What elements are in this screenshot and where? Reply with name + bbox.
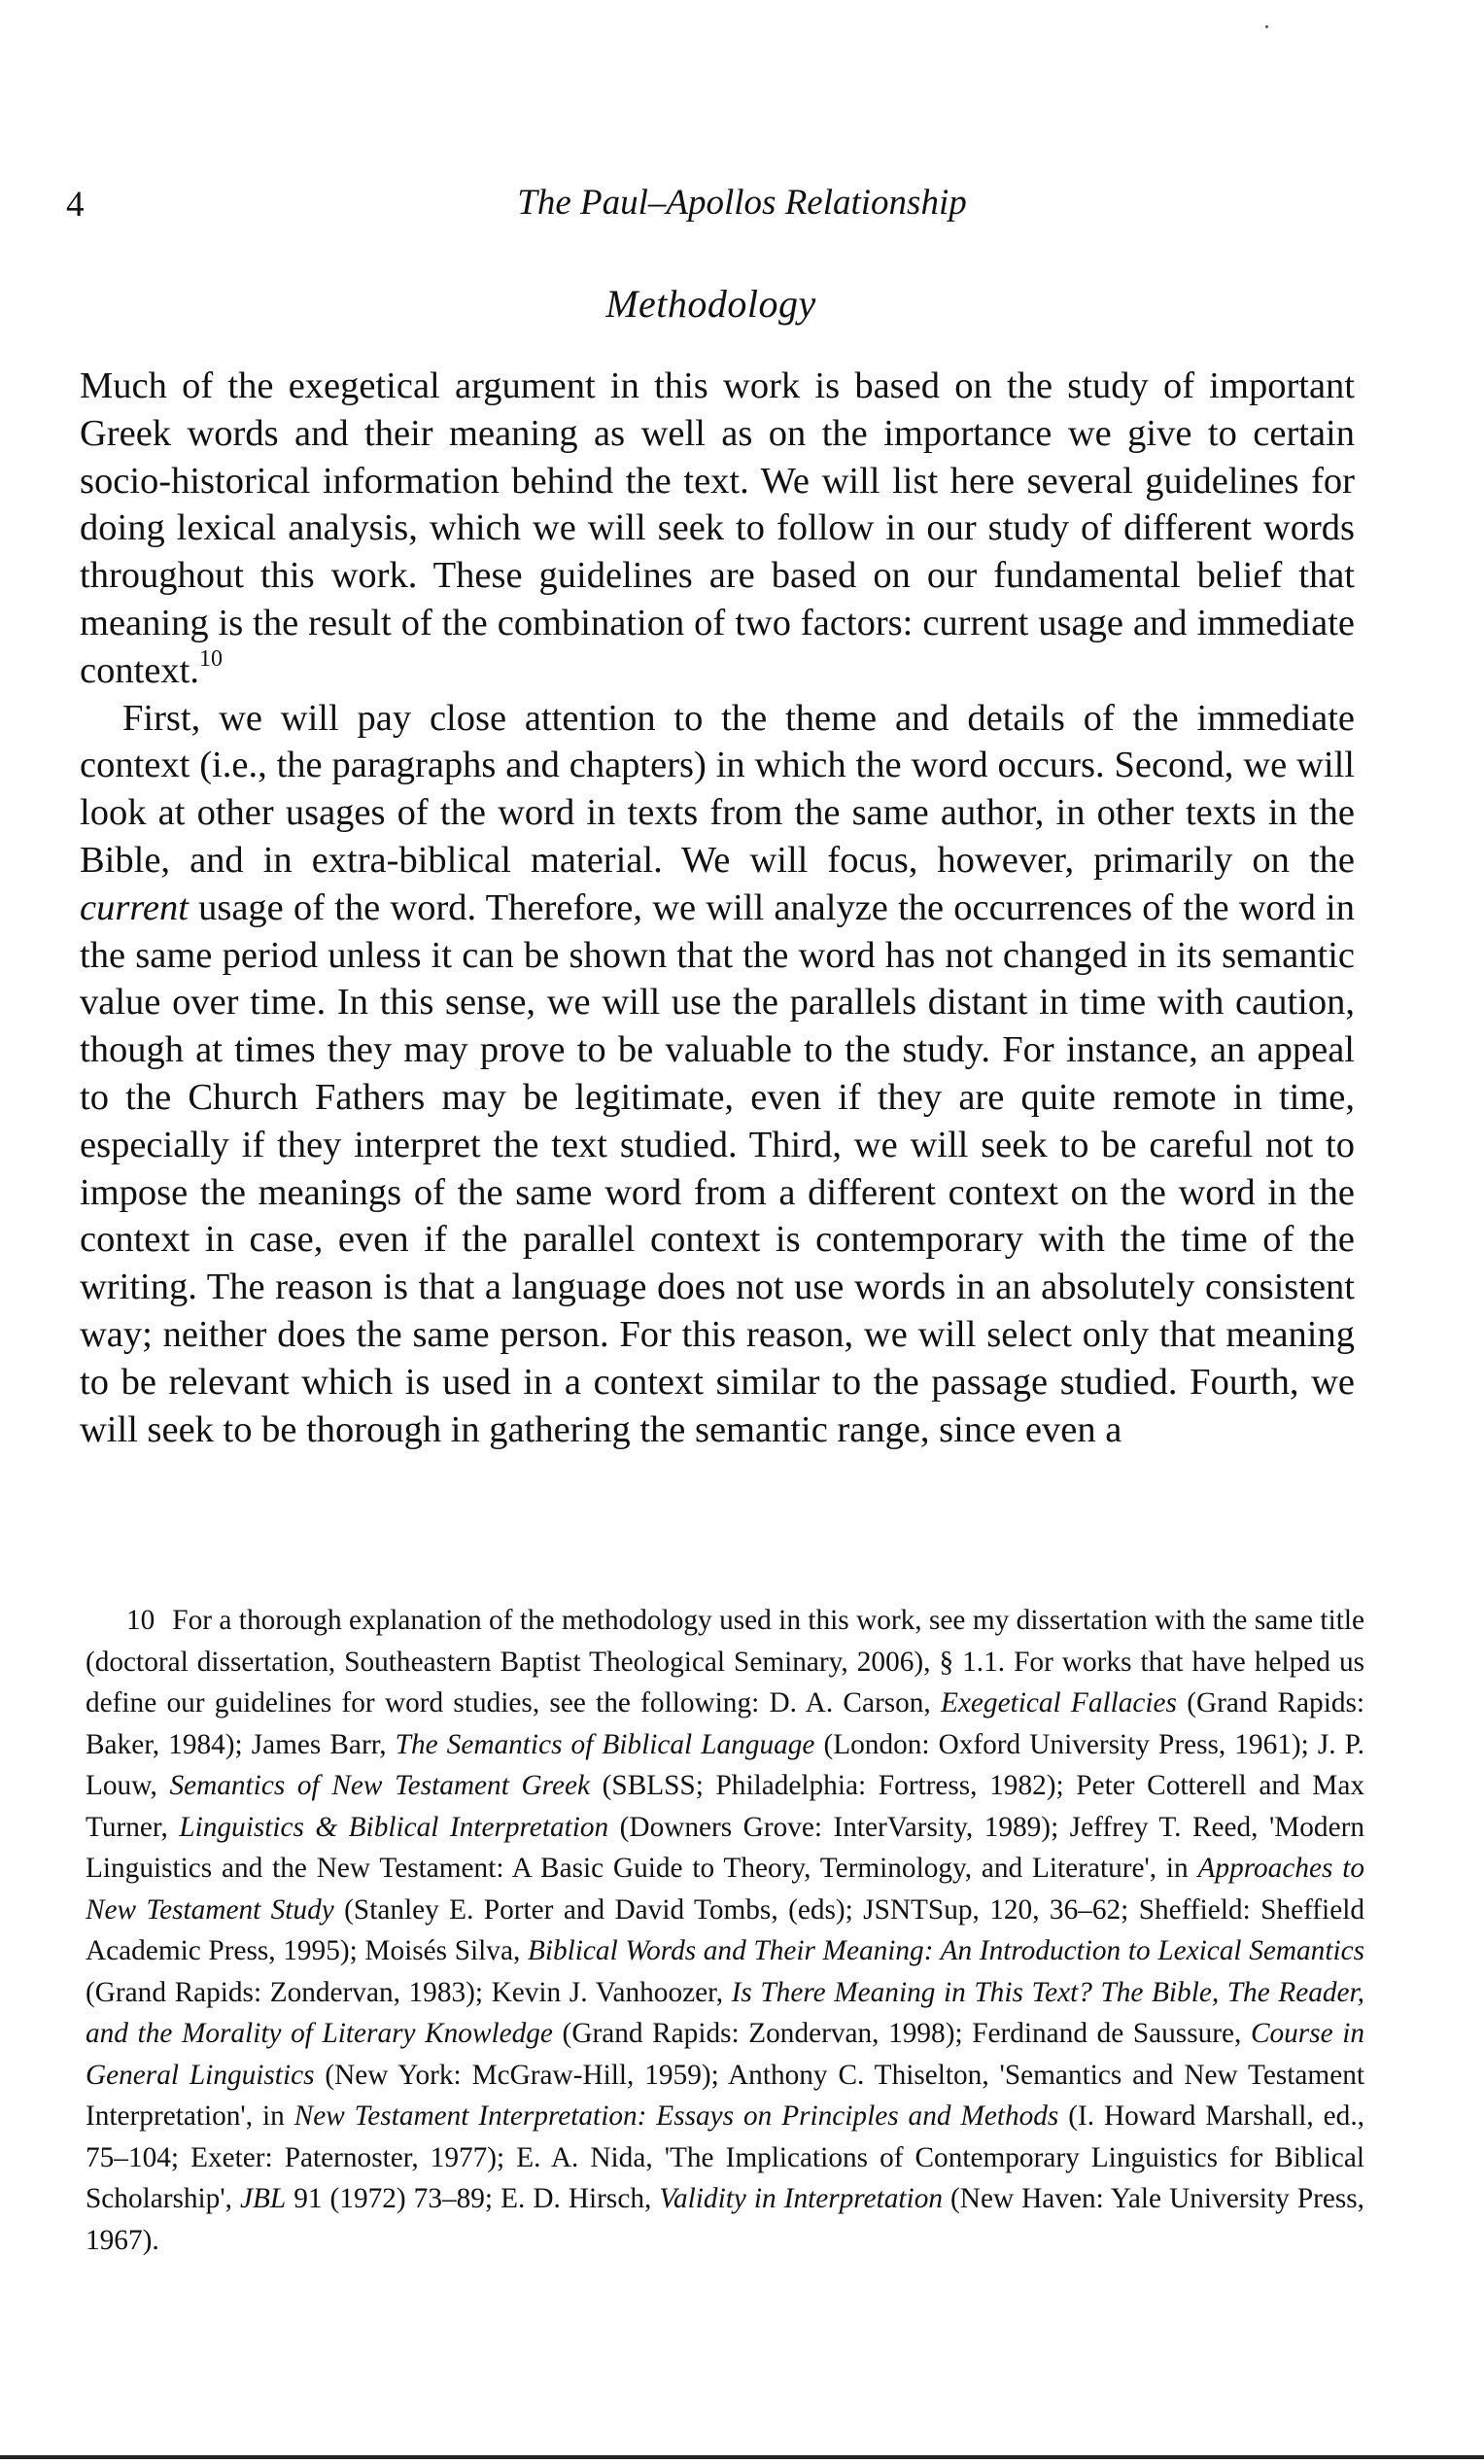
page-bottom-edge bbox=[0, 2455, 1484, 2459]
footnote-10 bbox=[86, 1600, 1364, 2261]
footnote-reference[interactable]: 10 bbox=[198, 645, 223, 672]
footnote-text: (Grand Rapids: Zondervan, 1983); Kevin J. Vanhoozer, bbox=[86, 1976, 732, 2008]
footnote-text: (SBLSS; Philadelphia: Fortress, 1982); Peter Cotterell and Max Turner, bbox=[86, 1770, 1364, 1843]
cited-title: Approaches to New Testament Study bbox=[86, 1853, 1364, 1926]
footnote-text: (New Haven: Yale University Press, 1967). bbox=[86, 2183, 1364, 2256]
footnote-text: (Downers Grove: InterVarsity, 1989); Jeffrey T. Reed, 'Modern Linguistics and the New Testament: A Basic Guide to Theory, Terminology, and Literature', in bbox=[86, 1811, 1364, 1884]
page-number: 4 bbox=[66, 185, 85, 225]
cited-title: New Testament Interpretation: Essays on Principles and Methods bbox=[293, 2100, 1059, 2132]
footnote-text: (Grand Rapids: Zondervan, 1998); Ferdinand de Saussure, bbox=[552, 2018, 1251, 2049]
cited-title: Course in General Linguistics bbox=[86, 2018, 1364, 2091]
footnote-text: (Stanley E. Porter and David Tombs, (eds); JSNTSup, 120, 36–62; Sheffield: Sheffield Academic Press, 1995); Moisés Silva, bbox=[86, 1893, 1364, 1966]
footnote-text: (Grand Rapids: Baker, 1984); James Barr, bbox=[86, 1687, 1365, 1760]
cited-title: Semantics of New Testament Greek bbox=[169, 1770, 590, 1801]
cited-title: The Semantics of Biblical Language bbox=[395, 1728, 815, 1760]
footnote-text: (London: Oxford University Press, 1961); J. P. Louw, bbox=[86, 1728, 1364, 1801]
footnote-text: (New York: McGraw-Hill, 1959); Anthony C. Thiselton, 'Semantics and New Testament Interpretation', in bbox=[86, 2059, 1364, 2132]
cited-title: Validity in Interpretation bbox=[659, 2183, 943, 2214]
paragraph-2-text-b: usage of the word. Therefore, we will analyze the occurrences of the word in the same period unless it can be shown that the word has not changed in its semantic value over time. In this sense, we will use the parallels distant in time with caution, though at times they may prove to be valuable to the study. For instance, an appeal to the Church Fathers may be legitimate, even if they are quite remote in time, especially if they interpret the text studied. Third, we will seek to be careful not to impose the meanings of the same word from a different context on the word in the context in case, even if the parallel context is contemporary with the time of the writing. The reason is that a language does not use words in an absolutely consistent way; neither does the same person. For this reason, we will select only that meaning to be relevant which is used in a context similar to the passage studied. Fourth, we will seek to be thorough in gathering the semantic range, since even a bbox=[80, 886, 1355, 1450]
cited-title: Biblical Words and Their Meaning: An Introduction to Lexical Semantics bbox=[527, 1935, 1365, 1966]
cited-title: JBL bbox=[239, 2183, 287, 2214]
paragraph-1-text: Much of the exegetical argument in this work is based on the study of important Greek words and their meaning as well as on the importance we give to certain socio-historical information behind the text. We will list here several guidelines for doing lexical analysis, which we will seek to follow in our study of different words throughout this work. These guidelines are based on our fundamental belief that meaning is the result of the combination of two factors: current usage and immediate context. bbox=[80, 365, 1355, 691]
cited-title: Is There Meaning in This Text? The Bible, The Reader, and the Morality of Literary Knowledge bbox=[86, 1976, 1364, 2049]
footnotes bbox=[86, 1600, 1364, 2261]
footnote-text: 91 (1972) 73–89; E. D. Hirsch, bbox=[286, 2183, 660, 2214]
scan-speck bbox=[1265, 25, 1268, 28]
body-paragraph-1 bbox=[80, 363, 1355, 695]
main-text bbox=[80, 363, 1355, 1453]
section-heading: Methodology bbox=[605, 282, 816, 326]
footnote-text: For a thorough explanation of the methodology used in this work, see my dissertation with the same title (doctoral dissertation, Southeastern Baptist Theological Seminary, 2006), § 1.1. For works that have helped us define our guidelines for word studies, see the following: D. A. Carson, bbox=[86, 1605, 1364, 1718]
footnote-text: (I. Howard Marshall, ed., 75–104; Exeter: Paternoster, 1977); E. A. Nida, 'The Implications of Contemporary Linguistics for Biblical Scholarship', bbox=[86, 2100, 1364, 2214]
body-paragraph-2 bbox=[80, 695, 1355, 1454]
cited-title: Exegetical Fallacies bbox=[941, 1687, 1177, 1718]
emphasis-current: current bbox=[80, 886, 189, 928]
paragraph-2-text-a: First, we will pay close attention to the theme and details of the immediate context (i.e., the paragraphs and chapters) in which the word occurs. Second, we will look at other usages of the word in texts from the same author, in other texts in the Bible, and in extra-biblical material. We will focus, however, primarily on the bbox=[80, 697, 1355, 881]
cited-title: Linguistics & Biblical Interpretation bbox=[179, 1811, 609, 1843]
running-title: The Paul–Apollos Relationship bbox=[517, 183, 967, 223]
footnote-number: 10 bbox=[126, 1605, 155, 1636]
